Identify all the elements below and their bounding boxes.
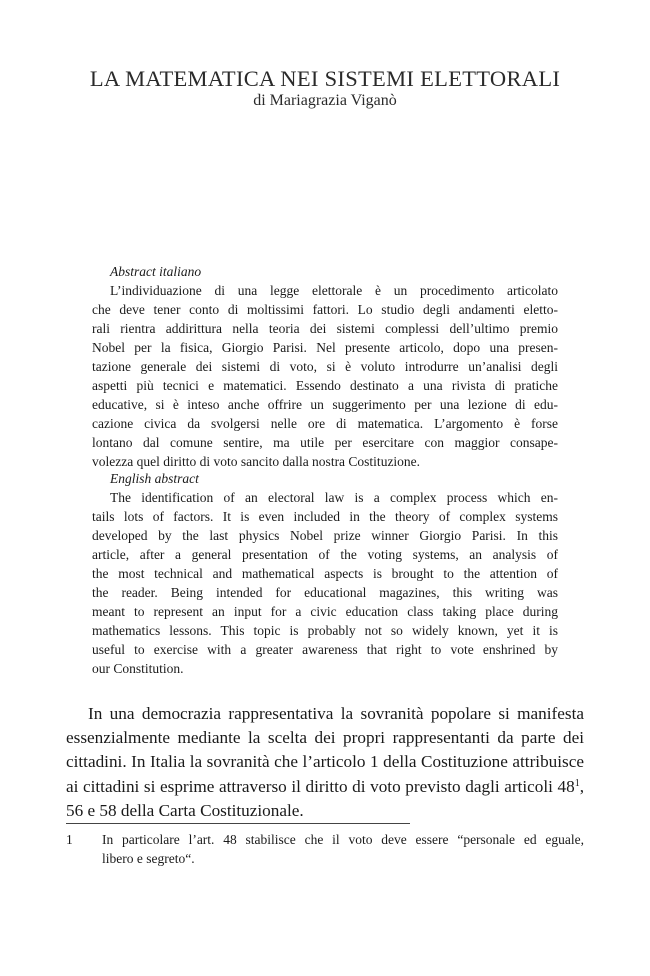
footnote-body <box>102 830 584 868</box>
abstract-english-heading: English abstract <box>110 471 199 486</box>
body-line-punct: , <box>579 776 584 796</box>
abstract-line: che deve tener conto di moltissimi fattori. Lo studio degli andamenti eletto- <box>92 302 558 317</box>
abstract-line: tazione generale dei sistemi di voto, si è voluto introdurre un’analisi degli <box>92 359 558 374</box>
article-author: di Mariagrazia Viganò <box>253 92 397 109</box>
abstract-line: tails lots of factors. It is even included in the theory of complex systems <box>92 509 558 524</box>
body-line <box>66 775 584 799</box>
abstract-line: aspetti più tecnici e matematici. Essendo destinato a una rivista di pratiche <box>92 378 558 393</box>
footnote-line: libero e segreto“. <box>102 851 195 866</box>
body-line: cittadini. In Italia la sovranità che l’articolo 1 della Costituzione attribuisce <box>66 752 584 772</box>
abstract-italian-heading: Abstract italiano <box>110 264 202 279</box>
abstract-line: cazione civica da svolgersi nelle ore di matematica. L’argomento è forse <box>92 416 558 431</box>
body-line: essenzialmente mediante la scelta dei propri rappresentanti da parte dei <box>66 728 584 748</box>
abstract-line: the reader. Being intended for educational magazines, this writing was <box>92 585 558 600</box>
abstract-line: educative, si è inteso anche offrire un suggerimento per una lezione di edu- <box>92 397 558 412</box>
abstract-line: volezza quel diritto di voto sancito dalla nostra Costituzione. <box>92 454 421 469</box>
body-line-text: ai cittadini si esprime attraverso il diritto di voto previsto dagli articoli 48 <box>66 776 575 796</box>
footnote-number: 1 <box>66 832 73 847</box>
abstract-line: meant to represent an input for a civic education class taking place during <box>92 604 558 619</box>
footnote-line: In particolare l’art. 48 stabilisce che il voto deve essere “personale ed eguale, <box>102 832 584 847</box>
abstract-english <box>92 469 558 678</box>
abstract-italian <box>92 262 558 471</box>
abstract-line: article, after a general presentation of the voting systems, an analysis of <box>92 547 558 562</box>
abstract-line: useful to exercise with a greater awareness that right to vote enshrined by <box>92 642 558 657</box>
body-line: In una democrazia rappresentativa la sovranità popolare si manifesta <box>88 704 584 723</box>
abstract-line: mathematics lessons. This topic is probably not so widely known, yet it is <box>92 623 558 638</box>
article-title: LA MATEMATICA NEI SISTEMI ELETTORALI <box>89 66 561 91</box>
footnote-divider <box>66 823 410 824</box>
abstract-line: The identification of an electoral law is a complex process which en- <box>110 490 558 505</box>
body-line: 56 e 58 della Carta Costituzionale. <box>66 800 304 820</box>
body-paragraph <box>66 702 584 823</box>
footnote-reference[interactable]: 1 <box>574 777 580 789</box>
abstract-line: the most technical and mathematical aspects is brought to the attention of <box>92 566 558 581</box>
abstract-line: lontano dal comune sentire, ma utile per esercitare con maggior consape- <box>92 435 558 450</box>
abstract-line: developed by the last physics Nobel prize winner Giorgio Parisi. In this <box>92 528 558 543</box>
abstract-line: our Constitution. <box>92 661 184 676</box>
abstract-line: Nobel per la fisica, Giorgio Parisi. Nel presente articolo, dopo una presen- <box>92 340 558 355</box>
abstract-line: L’individuazione di una legge elettorale è un procedimento articolato <box>110 283 558 298</box>
abstract-line: rali rientra addirittura nella teoria dei sistemi complessi dell’ultimo premio <box>92 321 558 336</box>
